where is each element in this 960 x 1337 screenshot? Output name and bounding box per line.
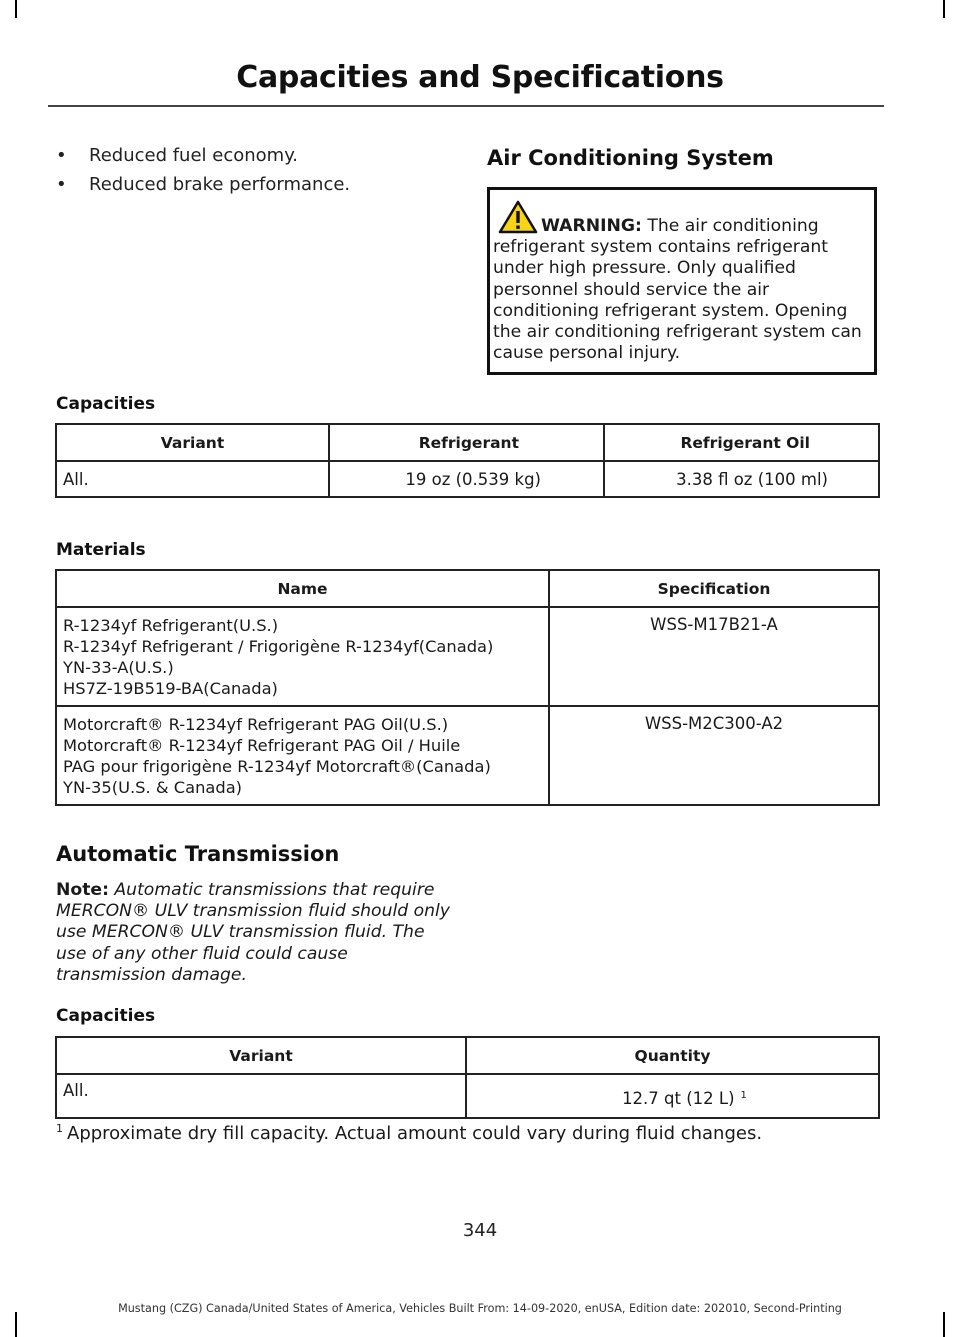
footnote-text: Approximate dry fill capacity. Actual amount could vary during fluid changes. bbox=[67, 1123, 763, 1144]
column-header: Variant bbox=[56, 1037, 466, 1074]
bullet-marker: • bbox=[56, 174, 67, 195]
capacities-heading-transmission: Capacities bbox=[56, 1006, 156, 1026]
column-header: Specification bbox=[549, 570, 879, 607]
materials-heading: Materials bbox=[56, 540, 146, 560]
table-cell bbox=[466, 1074, 879, 1118]
capacities-heading-ac: Capacities bbox=[56, 394, 156, 414]
bullet-marker: • bbox=[56, 145, 67, 166]
column-header: Refrigerant Oil bbox=[604, 424, 879, 461]
crop-mark-top-left bbox=[15, 0, 17, 18]
table-header-row bbox=[56, 570, 879, 607]
bullet-text: Reduced fuel economy. bbox=[89, 145, 299, 166]
materials-table bbox=[55, 569, 880, 806]
column-header: Refrigerant bbox=[329, 424, 604, 461]
table-cell: All. bbox=[56, 1074, 466, 1118]
list-item bbox=[56, 146, 446, 166]
table-cell: 19 oz (0.539 kg) bbox=[329, 461, 604, 497]
page-title: Capacities and Specifications bbox=[236, 60, 724, 95]
warning-text-block bbox=[493, 216, 871, 364]
table-cell: 3.38 fl oz (100 ml) bbox=[604, 461, 879, 497]
table-cell bbox=[56, 607, 549, 706]
column-header: Quantity bbox=[466, 1037, 879, 1074]
section-title-ac: Air Conditioning System bbox=[487, 146, 774, 170]
warning-label-spacer: WARNING: bbox=[541, 216, 642, 236]
note-label: Note: bbox=[56, 880, 109, 900]
header-divider bbox=[48, 105, 884, 107]
table-cell: All. bbox=[56, 461, 329, 497]
bullet-text: Reduced brake performance. bbox=[89, 174, 351, 195]
table-header-row bbox=[56, 1037, 879, 1074]
section-title-transmission: Automatic Transmission bbox=[56, 842, 340, 866]
footnote-mark: 1 bbox=[56, 1122, 63, 1135]
note-text: Automatic transmissions that require MERCON® ULV transmission fluid should only use MERCON® ULV transmission fluid. The use of any other fluid could cause transmission damage. bbox=[56, 880, 450, 985]
table-cell: WSS-M17B21-A bbox=[549, 607, 879, 706]
transmission-capacities-table bbox=[55, 1036, 880, 1119]
table-row bbox=[56, 1074, 879, 1118]
quantity-value: 12.7 qt (12 L) bbox=[622, 1089, 735, 1108]
material-name: Motorcraft® R-1234yf Refrigerant PAG Oil(U.S.) Motorcraft® R-1234yf Refrigerant PAG Oil / Huile PAG pour frigorigène R-1234yf Motorcraft®(Canada) YN-35(U.S. & Canada) bbox=[63, 715, 491, 797]
list-item bbox=[56, 175, 446, 195]
crop-mark-bottom-left bbox=[15, 1312, 17, 1337]
table-header-row bbox=[56, 424, 879, 461]
table-cell bbox=[56, 706, 549, 805]
table-cell: WSS-M2C300-A2 bbox=[549, 706, 879, 805]
table-row bbox=[56, 706, 879, 805]
column-header: Name bbox=[56, 570, 549, 607]
footnote-reference: 1 bbox=[740, 1089, 747, 1101]
warning-text: The air conditioning refrigerant system contains refrigerant under high pressure. Only qualified personnel should service the air conditioning refrigerant system. Opening the air conditioning refrigerant system can cause personal injury. bbox=[493, 216, 862, 364]
page-number: 344 bbox=[462, 1220, 498, 1241]
bullet-list bbox=[56, 146, 446, 204]
table-row bbox=[56, 607, 879, 706]
crop-mark-bottom-right bbox=[943, 1312, 945, 1337]
transmission-note bbox=[56, 880, 456, 986]
table-row bbox=[56, 461, 879, 497]
crop-mark-top-right bbox=[943, 0, 945, 18]
footnote bbox=[56, 1122, 762, 1144]
page-footer: Mustang (CZG) Canada/United States of America, Vehicles Built From: 14-09-2020, enUSA, Edition date: 202010, Second-Printing bbox=[118, 1302, 842, 1315]
material-name: R-1234yf Refrigerant(U.S.) R-1234yf Refrigerant / Frigorigène R-1234yf(Canada) YN-33-A(U.S.) HS7Z-19B519-BA(Canada) bbox=[63, 616, 494, 698]
ac-capacities-table bbox=[55, 423, 880, 498]
column-header: Variant bbox=[56, 424, 329, 461]
